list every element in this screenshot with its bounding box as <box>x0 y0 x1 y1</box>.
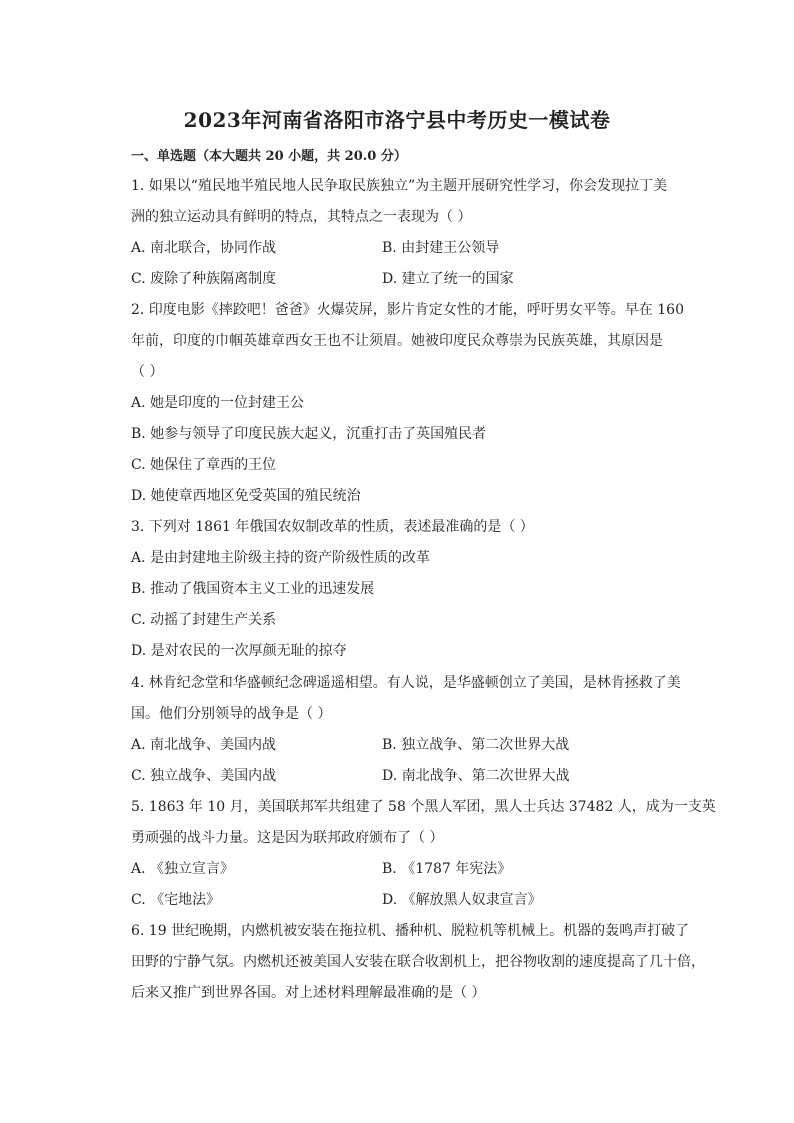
question-1-line-1: 1. 如果以“殖民地半殖民地人民争取民族独立”为主题开展研究性学习，你会发现拉丁美 <box>131 178 668 194</box>
question-3-option-b[interactable]: B. 推动了俄国资本主义工业的迅速发展 <box>131 581 375 597</box>
question-6-line-1: 6. 19 世纪晚期，内燃机被安装在拖拉机、播种机、脱粒机等机械上。机器的轰鸣声打破了 <box>131 923 690 939</box>
question-3-line-1: 3. 下列对 1861 年俄国农奴制改革的性质，表述最准确的是（ ） <box>131 519 534 535</box>
question-1-option-d[interactable]: D. 建立了统一的国家 <box>382 271 514 287</box>
question-1-option-a[interactable]: A. 南北联合，协同作战 <box>131 240 277 256</box>
question-4-option-d[interactable]: D. 南北战争、第二次世界大战 <box>382 768 570 784</box>
question-2-line-3: （ ） <box>131 364 164 380</box>
exam-title: 2023年河南省洛阳市洛宁县中考历史一模试卷 <box>183 108 611 132</box>
question-2-option-b[interactable]: B. 她参与领导了印度民族大起义，沉重打击了英国殖民者 <box>131 426 487 442</box>
question-5-option-c[interactable]: C. 《宅地法》 <box>131 892 221 908</box>
question-2-line-2: 年前，印度的巾帼英雄章西女王也不让须眉。她被印度民众尊崇为民族英雄，其原因是 <box>131 333 663 349</box>
question-2-option-a[interactable]: A. 她是印度的一位封建王公 <box>131 395 305 411</box>
question-5-option-d[interactable]: D. 《解放黑人奴隶宣言》 <box>382 892 542 908</box>
question-3-option-d[interactable]: D. 是对农民的一次厚颜无耻的掠夺 <box>131 643 347 659</box>
question-4-line-2: 国。他们分别领导的战争是（ ） <box>131 706 332 722</box>
section-heading: 一、单选题（本大题共 20 小题，共 20.0 分） <box>131 149 407 164</box>
question-4-option-c[interactable]: C. 独立战争、美国内战 <box>131 768 277 784</box>
question-5-option-a[interactable]: A. 《独立宣言》 <box>131 861 235 877</box>
question-3-option-c[interactable]: C. 动摇了封建生产关系 <box>131 612 277 628</box>
question-5-line-2: 勇顽强的战斗力量。这是因为联邦政府颁布了（ ） <box>131 830 444 846</box>
question-6-line-3: 后来又推广到世界各国。对上述材料理解最准确的是（ ） <box>131 985 486 1001</box>
question-4-option-a[interactable]: A. 南北战争、美国内战 <box>131 737 277 753</box>
question-2-option-d[interactable]: D. 她使章西地区免受英国的殖民统治 <box>131 488 361 504</box>
question-1-line-2: 洲的独立运动具有鲜明的特点，其特点之一表现为（ ） <box>131 209 472 225</box>
question-1-option-b[interactable]: B. 由封建王公领导 <box>382 240 500 256</box>
question-5-line-1: 5. 1863 年 10 月，美国联邦军共组建了 58 个黑人军团，黑人士兵达 37482 人，成为一支英 <box>131 799 716 815</box>
question-4-line-1: 4. 林肯纪念堂和华盛顿纪念碑遥遥相望。有人说，是华盛顿创立了美国，是林肯拯救了美 <box>131 675 681 691</box>
question-6-line-2: 田野的宁静气氛。内燃机还被美国人安装在联合收割机上，把谷物收割的速度提高了几十倍， <box>131 954 705 970</box>
question-1-option-c[interactable]: C. 废除了种族隔离制度 <box>131 271 277 287</box>
question-5-option-b[interactable]: B. 《1787 年宪法》 <box>382 861 512 877</box>
question-2-line-1: 2. 印度电影《摔跤吧！爸爸》火爆荧屏，影片肯定女性的才能，呼吁男女平等。早在 160 <box>131 302 684 318</box>
question-4-option-b[interactable]: B. 独立战争、第二次世界大战 <box>382 737 570 753</box>
question-3-option-a[interactable]: A. 是由封建地主阶级主持的资产阶级性质的改革 <box>131 550 431 566</box>
question-2-option-c[interactable]: C. 她保住了章西的王位 <box>131 457 277 473</box>
